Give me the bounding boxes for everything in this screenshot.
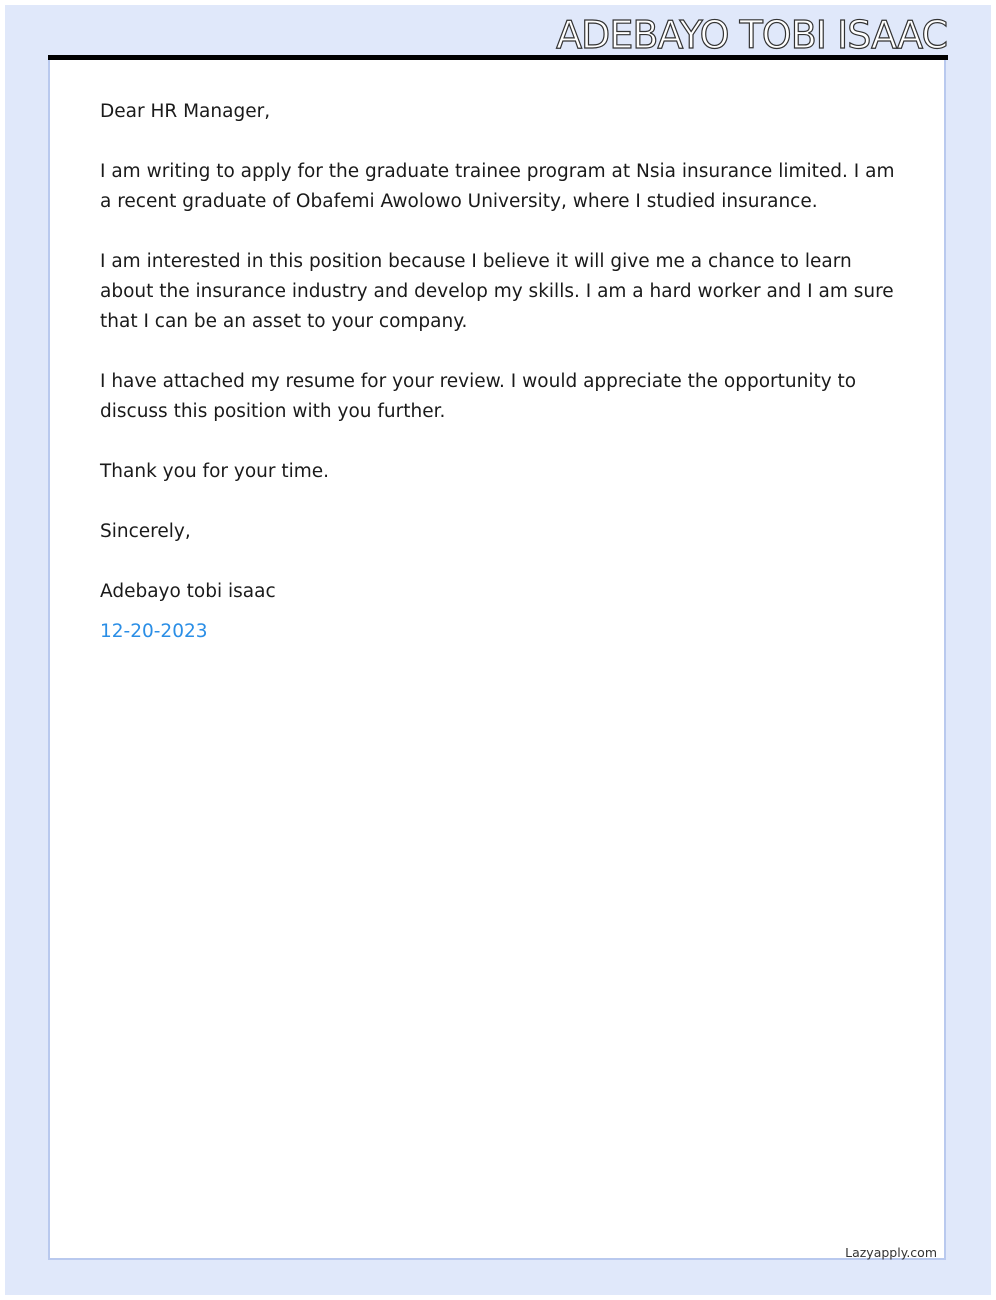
- applicant-name-heading: ADEBAYO TOBI ISAAC: [556, 13, 947, 57]
- letter-date: 12-20-2023: [100, 621, 208, 642]
- letter-salutation: Dear HR Manager,: [100, 101, 271, 122]
- letter-paragraph-4: Thank you for your time.: [100, 461, 330, 482]
- cover-letter-body: [100, 97, 900, 677]
- letter-paragraph-3: I have attached my resume for your review. I would appreciate the opportunity to discuss this position with you further.: [100, 371, 857, 422]
- letter-signature: Adebayo tobi isaac: [100, 581, 276, 602]
- footer-watermark: Lazyapply.com: [845, 1245, 937, 1260]
- letter-closing: Sincerely,: [100, 521, 191, 542]
- letter-paragraph-1: I am writing to apply for the graduate trainee program at Nsia insurance limited. I am a recent graduate of Obafemi Awolowo University, where I studied insurance.: [100, 161, 895, 212]
- letter-paragraph-2: I am interested in this position because I believe it will give me a chance to learn about the insurance industry and develop my skills. I am a hard worker and I am sure that I can be an asset to your company.: [100, 251, 894, 332]
